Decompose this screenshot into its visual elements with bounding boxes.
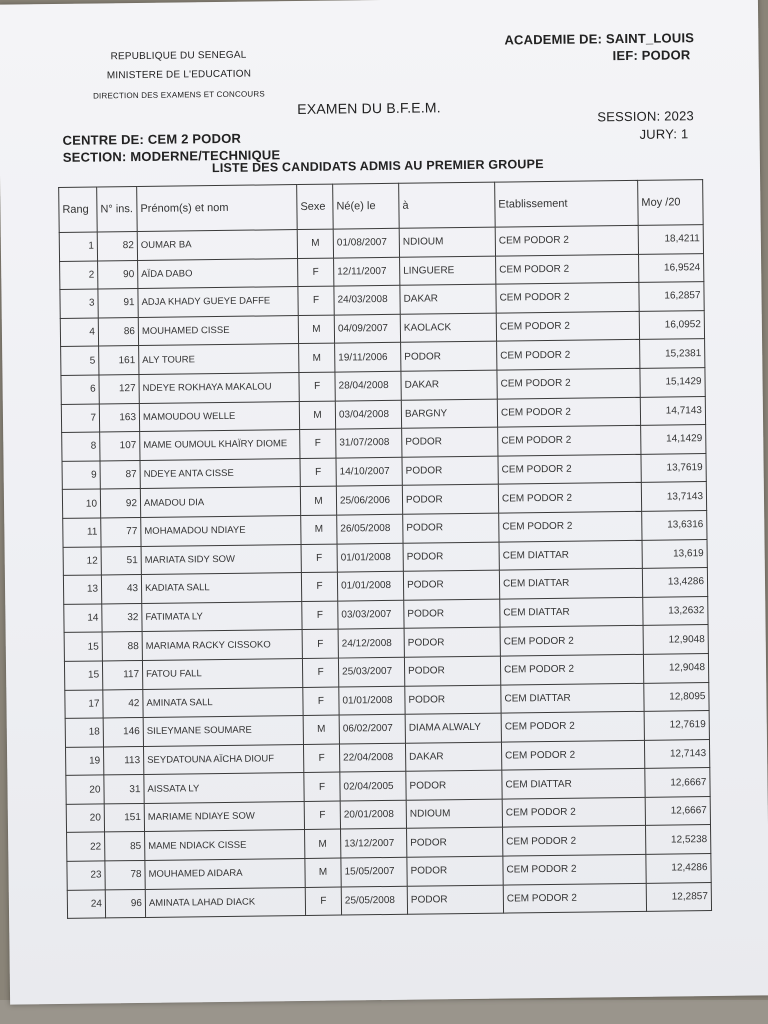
cell-rang: 17 <box>65 689 103 718</box>
cell-ins: 127 <box>99 374 139 403</box>
cell-etab: CEM PODOR 2 <box>496 283 639 313</box>
cell-nom: OUMAR BA <box>137 230 297 261</box>
cell-lieu: PODOR <box>405 685 501 715</box>
cell-sexe: M <box>305 858 341 887</box>
cell-rang: 12 <box>63 546 101 575</box>
cell-sexe: M <box>301 515 337 544</box>
cell-moy: 14,7143 <box>640 396 705 425</box>
cell-moy: 12,5238 <box>645 825 710 854</box>
cell-date: 25/03/2007 <box>338 657 404 686</box>
cell-sexe: M <box>300 486 336 515</box>
cell-nom: SILEYMANE SOUMARE <box>143 716 303 747</box>
cell-moy: 12,9048 <box>643 625 708 654</box>
cell-lieu: NDIOUM <box>406 799 502 829</box>
cell-ins: 161 <box>99 346 139 375</box>
cell-lieu: PODOR <box>407 856 503 886</box>
cell-moy: 16,0952 <box>639 310 704 339</box>
cell-date: 25/05/2008 <box>341 886 407 915</box>
cell-sexe: F <box>305 887 341 916</box>
cell-sexe: F <box>301 572 337 601</box>
col-lieu: à <box>399 182 496 228</box>
cell-moy: 15,2381 <box>640 339 705 368</box>
republic-label: REPUBLIQUE DU SENEGAL <box>110 49 247 63</box>
table-header-row <box>59 180 704 233</box>
cell-moy: 12,7619 <box>644 711 709 740</box>
cell-moy: 16,9524 <box>639 253 704 282</box>
cell-moy: 12,6667 <box>645 796 710 825</box>
cell-nom: MARIAME NDIAYE SOW <box>144 801 304 832</box>
cell-lieu: PODOR <box>403 513 499 543</box>
cell-date: 25/06/2006 <box>336 486 402 515</box>
cell-ins: 31 <box>104 775 144 804</box>
cell-nom: MAMOUDOU WELLE <box>139 401 299 432</box>
cell-etab: CEM PODOR 2 <box>503 883 646 913</box>
cell-etab: CEM PODOR 2 <box>497 340 640 370</box>
cell-date: 12/11/2007 <box>334 257 400 286</box>
cell-date: 01/08/2007 <box>333 228 399 257</box>
cell-lieu: PODOR <box>402 427 498 457</box>
cell-rang: 14 <box>64 604 102 633</box>
cell-etab: CEM PODOR 2 <box>497 397 640 427</box>
cell-ins: 107 <box>100 432 140 461</box>
cell-lieu: PODOR <box>403 542 499 572</box>
cell-ins: 117 <box>102 660 142 689</box>
cell-lieu: DAKAR <box>405 742 501 772</box>
ministry-label: MINISTERE DE L'EDUCATION <box>106 68 252 82</box>
cell-nom: KADIATA SALL <box>141 573 301 604</box>
cell-etab: CEM DIATTAR <box>502 769 645 799</box>
cell-sexe: F <box>299 372 335 401</box>
exam-title: EXAMEN DU B.F.E.M. <box>297 99 441 118</box>
cell-nom: MARIATA SIDY SOW <box>141 544 301 575</box>
cell-nom: ALY TOURE <box>139 344 299 375</box>
cell-ins: 96 <box>105 889 145 918</box>
cell-etab: CEM PODOR 2 <box>502 797 645 827</box>
cell-etab: CEM DIATTAR <box>499 568 642 598</box>
cell-ins: 113 <box>103 746 143 775</box>
cell-lieu: PODOR <box>404 599 500 629</box>
cell-nom: ADJA KHADY GUEYE DAFFE <box>138 287 298 318</box>
cell-lieu: PODOR <box>401 341 497 371</box>
cell-ins: 78 <box>105 861 145 890</box>
cell-date: 28/04/2008 <box>335 371 401 400</box>
cell-rang: 24 <box>67 890 105 919</box>
cell-rang: 20 <box>66 775 104 804</box>
cell-nom: AISSATA LY <box>144 773 304 804</box>
jury-label: JURY: 1 <box>639 126 689 142</box>
cell-ins: 51 <box>101 546 141 575</box>
cell-rang: 19 <box>65 747 103 776</box>
cell-moy: 13,7619 <box>641 453 706 482</box>
cell-nom: FATIMATA LY <box>142 601 302 632</box>
cell-date: 02/04/2005 <box>340 772 406 801</box>
cell-date: 19/11/2006 <box>335 343 401 372</box>
cell-moy: 13,2632 <box>643 596 708 625</box>
cell-rang: 13 <box>63 575 101 604</box>
cell-rang: 2 <box>60 261 98 290</box>
cell-lieu: PODOR <box>407 885 503 915</box>
cell-lieu: LINGUERE <box>400 256 496 286</box>
cell-lieu: KAOLACK <box>400 313 496 343</box>
cell-ins: 77 <box>101 517 141 546</box>
cell-moy: 13,619 <box>642 539 707 568</box>
cell-date: 24/03/2008 <box>334 285 400 314</box>
cell-nom: AMINATA LAHAD DIACK <box>145 887 305 918</box>
cell-etab: CEM PODOR 2 <box>500 626 643 656</box>
cell-sexe: M <box>303 715 339 744</box>
cell-etab: CEM PODOR 2 <box>501 711 644 741</box>
cell-sexe: F <box>298 286 334 315</box>
cell-etab: CEM DIATTAR <box>500 597 643 627</box>
cell-etab: CEM DIATTAR <box>499 540 642 570</box>
cell-etab: CEM PODOR 2 <box>495 225 638 255</box>
cell-sexe: F <box>300 429 336 458</box>
cell-sexe: M <box>298 315 334 344</box>
cell-date: 03/03/2007 <box>338 600 404 629</box>
cell-nom: AÏDA DABO <box>138 258 298 289</box>
cell-date: 20/01/2008 <box>340 800 406 829</box>
cell-lieu: NDIOUM <box>399 227 495 257</box>
cell-sexe: F <box>301 544 337 573</box>
cell-etab: CEM PODOR 2 <box>498 454 641 484</box>
cell-ins: 85 <box>105 832 145 861</box>
col-nom: Prénom(s) et nom <box>137 185 298 232</box>
cell-date: 01/01/2008 <box>337 543 403 572</box>
session-label: SESSION: 2023 <box>597 108 694 125</box>
cell-ins: 151 <box>104 803 144 832</box>
cell-sexe: F <box>304 801 340 830</box>
cell-rang: 10 <box>62 489 100 518</box>
cell-rang: 7 <box>61 404 99 433</box>
cell-date: 14/10/2007 <box>336 457 402 486</box>
cell-sexe: F <box>302 629 338 658</box>
cell-rang: 20 <box>66 804 104 833</box>
cell-date: 13/12/2007 <box>341 829 407 858</box>
cell-ins: 87 <box>100 460 140 489</box>
cell-sexe: M <box>305 830 341 859</box>
cell-moy: 12,7143 <box>644 739 709 768</box>
cell-sexe: F <box>302 658 338 687</box>
cell-nom: AMADOU DIA <box>140 487 300 518</box>
cell-nom: SEYDATOUNA AÏCHA DIOUF <box>143 744 303 775</box>
cell-sexe: F <box>298 258 334 287</box>
cell-moy: 12,2857 <box>646 882 711 911</box>
cell-date: 22/04/2008 <box>339 743 405 772</box>
cell-ins: 91 <box>98 289 138 318</box>
col-moy: Moy /20 <box>638 180 704 226</box>
cell-rang: 23 <box>67 861 105 890</box>
cell-moy: 13,7143 <box>641 482 706 511</box>
cell-rang: 8 <box>62 432 100 461</box>
cell-moy: 12,4286 <box>646 854 711 883</box>
cell-date: 03/04/2008 <box>335 400 401 429</box>
cell-rang: 22 <box>67 832 105 861</box>
col-sexe: Sexe <box>297 184 334 229</box>
cell-etab: CEM PODOR 2 <box>503 826 646 856</box>
direction-label: DIRECTION DES EXAMENS ET CONCOURS <box>92 89 265 101</box>
floor-background <box>0 1000 768 1024</box>
cell-ins: 86 <box>98 317 138 346</box>
cell-nom: NDEYE ROKHAYA MAKALOU <box>139 372 299 403</box>
cell-rang: 4 <box>60 318 98 347</box>
cell-nom: MAME NDIACK CISSE <box>145 830 305 861</box>
cell-sexe: F <box>304 772 340 801</box>
cell-lieu: DAKAR <box>401 370 497 400</box>
cell-rang: 6 <box>61 375 99 404</box>
cell-date: 31/07/2008 <box>336 428 402 457</box>
cell-moy: 13,4286 <box>642 568 707 597</box>
ief-label: IEF: PODOR <box>612 47 691 64</box>
cell-sexe: F <box>302 601 338 630</box>
cell-lieu: PODOR <box>406 770 502 800</box>
cell-date: 26/05/2008 <box>337 514 403 543</box>
col-ins: N° ins. <box>97 186 138 231</box>
cell-etab: CEM PODOR 2 <box>496 254 639 284</box>
cell-moy: 12,9048 <box>643 653 708 682</box>
cell-moy: 13,6316 <box>642 510 707 539</box>
col-rang: Rang <box>59 187 98 232</box>
cell-nom: NDEYE ANTA CISSE <box>140 458 300 489</box>
cell-nom: MARIAMA RACKY CISSOKO <box>142 630 302 661</box>
cell-etab: CEM DIATTAR <box>501 683 644 713</box>
cell-date: 01/01/2008 <box>337 571 403 600</box>
cell-nom: MOUHAMED CISSE <box>138 315 298 346</box>
academie-label: ACADEMIE DE: SAINT_LOUIS <box>504 30 695 48</box>
cell-etab: CEM PODOR 2 <box>501 740 644 770</box>
cell-sexe: F <box>300 458 336 487</box>
cell-etab: CEM PODOR 2 <box>497 368 640 398</box>
col-date: Né(e) le <box>333 183 400 229</box>
cell-etab: CEM PODOR 2 <box>496 311 639 341</box>
cell-moy: 16,2857 <box>639 282 704 311</box>
cell-lieu: PODOR <box>407 828 503 858</box>
cell-moy: 14,1429 <box>641 425 706 454</box>
cell-rang: 15 <box>64 632 102 661</box>
cell-rang: 5 <box>61 346 99 375</box>
cell-etab: CEM PODOR 2 <box>503 854 646 884</box>
cell-rang: 15 <box>64 661 102 690</box>
cell-lieu: PODOR <box>402 456 498 486</box>
cell-sexe: M <box>299 401 335 430</box>
cell-moy: 15,1429 <box>640 368 705 397</box>
cell-sexe: M <box>297 229 333 258</box>
cell-nom: FATOU FALL <box>142 658 302 689</box>
cell-etab: CEM PODOR 2 <box>498 483 641 513</box>
cell-date: 06/02/2007 <box>339 714 405 743</box>
cell-etab: CEM PODOR 2 <box>498 426 641 456</box>
cell-nom: MOHAMADOU NDIAYE <box>141 515 301 546</box>
cell-nom: MOUHAMED AIDARA <box>145 859 305 890</box>
cell-ins: 82 <box>97 231 137 260</box>
cell-lieu: BARGNY <box>401 399 497 429</box>
cell-rang: 9 <box>62 461 100 490</box>
cell-date: 15/05/2007 <box>341 857 407 886</box>
cell-nom: MAME OUMOUL KHAÏRY DIOME <box>140 430 300 461</box>
cell-rang: 18 <box>65 718 103 747</box>
cell-lieu: DAKAR <box>400 284 496 314</box>
cell-ins: 32 <box>102 603 142 632</box>
cell-etab: CEM PODOR 2 <box>499 511 642 541</box>
cell-nom: AMINATA SALL <box>143 687 303 718</box>
col-etab: Etablissement <box>495 180 639 227</box>
cell-lieu: PODOR <box>404 656 500 686</box>
cell-lieu: PODOR <box>403 570 499 600</box>
cell-moy: 18,4211 <box>638 225 703 254</box>
cell-date: 24/12/2008 <box>338 629 404 658</box>
cell-ins: 92 <box>100 489 140 518</box>
cell-sexe: F <box>303 744 339 773</box>
centre-label: CENTRE DE: CEM 2 PODOR <box>62 130 242 148</box>
cell-rang: 1 <box>59 232 97 261</box>
cell-ins: 163 <box>99 403 139 432</box>
cell-lieu: PODOR <box>404 627 500 657</box>
section-label: SECTION: MODERNE/TECHNIQUE <box>62 147 281 165</box>
cell-date: 01/01/2008 <box>339 686 405 715</box>
cell-sexe: M <box>299 343 335 372</box>
candidates-table <box>58 179 712 919</box>
cell-date: 04/09/2007 <box>334 314 400 343</box>
cell-lieu: PODOR <box>402 484 498 514</box>
cell-etab: CEM PODOR 2 <box>500 654 643 684</box>
cell-ins: 90 <box>98 260 138 289</box>
list-title: LISTE DES CANDIDATS ADMIS AU PREMIER GROUPE <box>211 157 544 176</box>
cell-ins: 146 <box>103 718 143 747</box>
cell-sexe: F <box>303 687 339 716</box>
cell-ins: 42 <box>103 689 143 718</box>
cell-rang: 3 <box>60 289 98 318</box>
cell-ins: 43 <box>101 575 141 604</box>
cell-rang: 11 <box>63 518 101 547</box>
cell-moy: 12,8095 <box>644 682 709 711</box>
cell-moy: 12,6667 <box>645 768 710 797</box>
cell-lieu: DIAMA ALWALY <box>405 713 501 743</box>
cell-ins: 88 <box>102 632 142 661</box>
